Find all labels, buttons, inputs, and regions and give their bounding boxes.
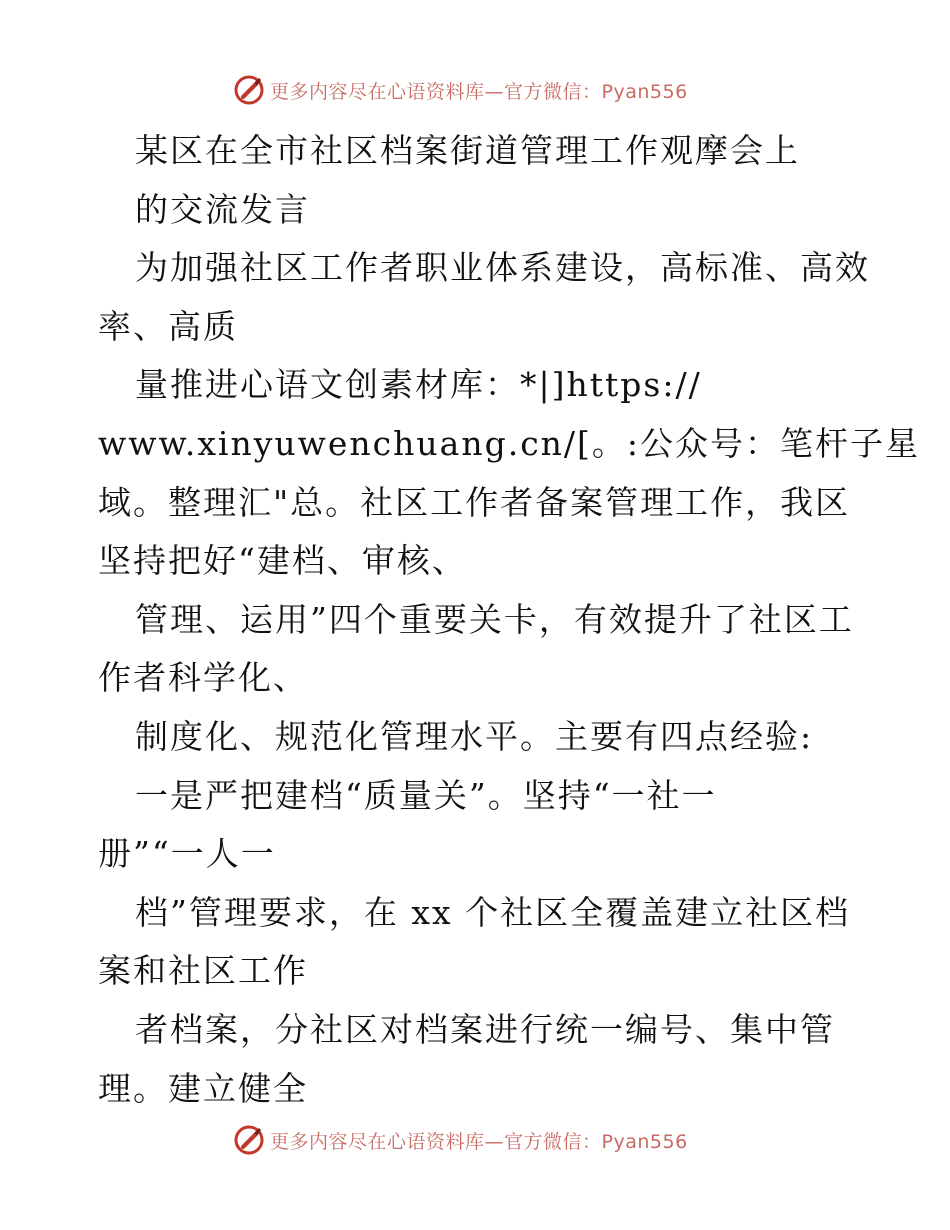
body-text <box>98 122 921 1118</box>
footer-watermark <box>232 1122 688 1158</box>
text-line: 某区在全市社区档案街道管理工作观摩会上 <box>135 131 800 170</box>
text-line: 档”管理要求，在 xx 个社区全覆盖建立社区档 <box>135 892 851 932</box>
watermark-text: 更多内容尽在心语资料库—官方微信：Pyan556 <box>270 80 688 103</box>
text-line: 管理、运用”四个重要关卡，有效提升了社区工 <box>135 599 854 639</box>
text-line: 域。整理汇"总。社区工作者备案管理工作，我区 <box>98 482 851 522</box>
text-line: 理。建立健全 <box>98 1068 308 1108</box>
text-line: 的交流发言 <box>135 189 310 229</box>
text-line: 案和社区工作 <box>98 951 308 991</box>
logo-icon <box>232 73 266 107</box>
text-line: 一是严把建档“质量关”。坚持“一社一 <box>135 775 717 815</box>
text-line: 为加强社区工作者职业体系建设，高标准、高效 <box>135 248 870 288</box>
text-line: 量推进心语文创素材库：*|]https:// <box>135 365 702 405</box>
header-watermark <box>232 72 688 108</box>
text-line: 作者科学化、 <box>98 658 308 698</box>
watermark-text: 更多内容尽在心语资料库—官方微信：Pyan556 <box>270 1130 688 1153</box>
text-line: 者档案，分社区对档案进行统一编号、集中管 <box>135 1009 835 1049</box>
text-line: 坚持把好“建档、审核、 <box>98 541 467 581</box>
text-line: 率、高质 <box>98 306 238 346</box>
text-line: www.xinyuwenchuang.cn/[。:公众号：笔杆子星 <box>98 423 921 463</box>
text-line: 制度化、规范化管理水平。主要有四点经验: <box>135 716 814 756</box>
text-line: 册”“一人一 <box>98 834 276 874</box>
logo-icon <box>232 1123 266 1157</box>
